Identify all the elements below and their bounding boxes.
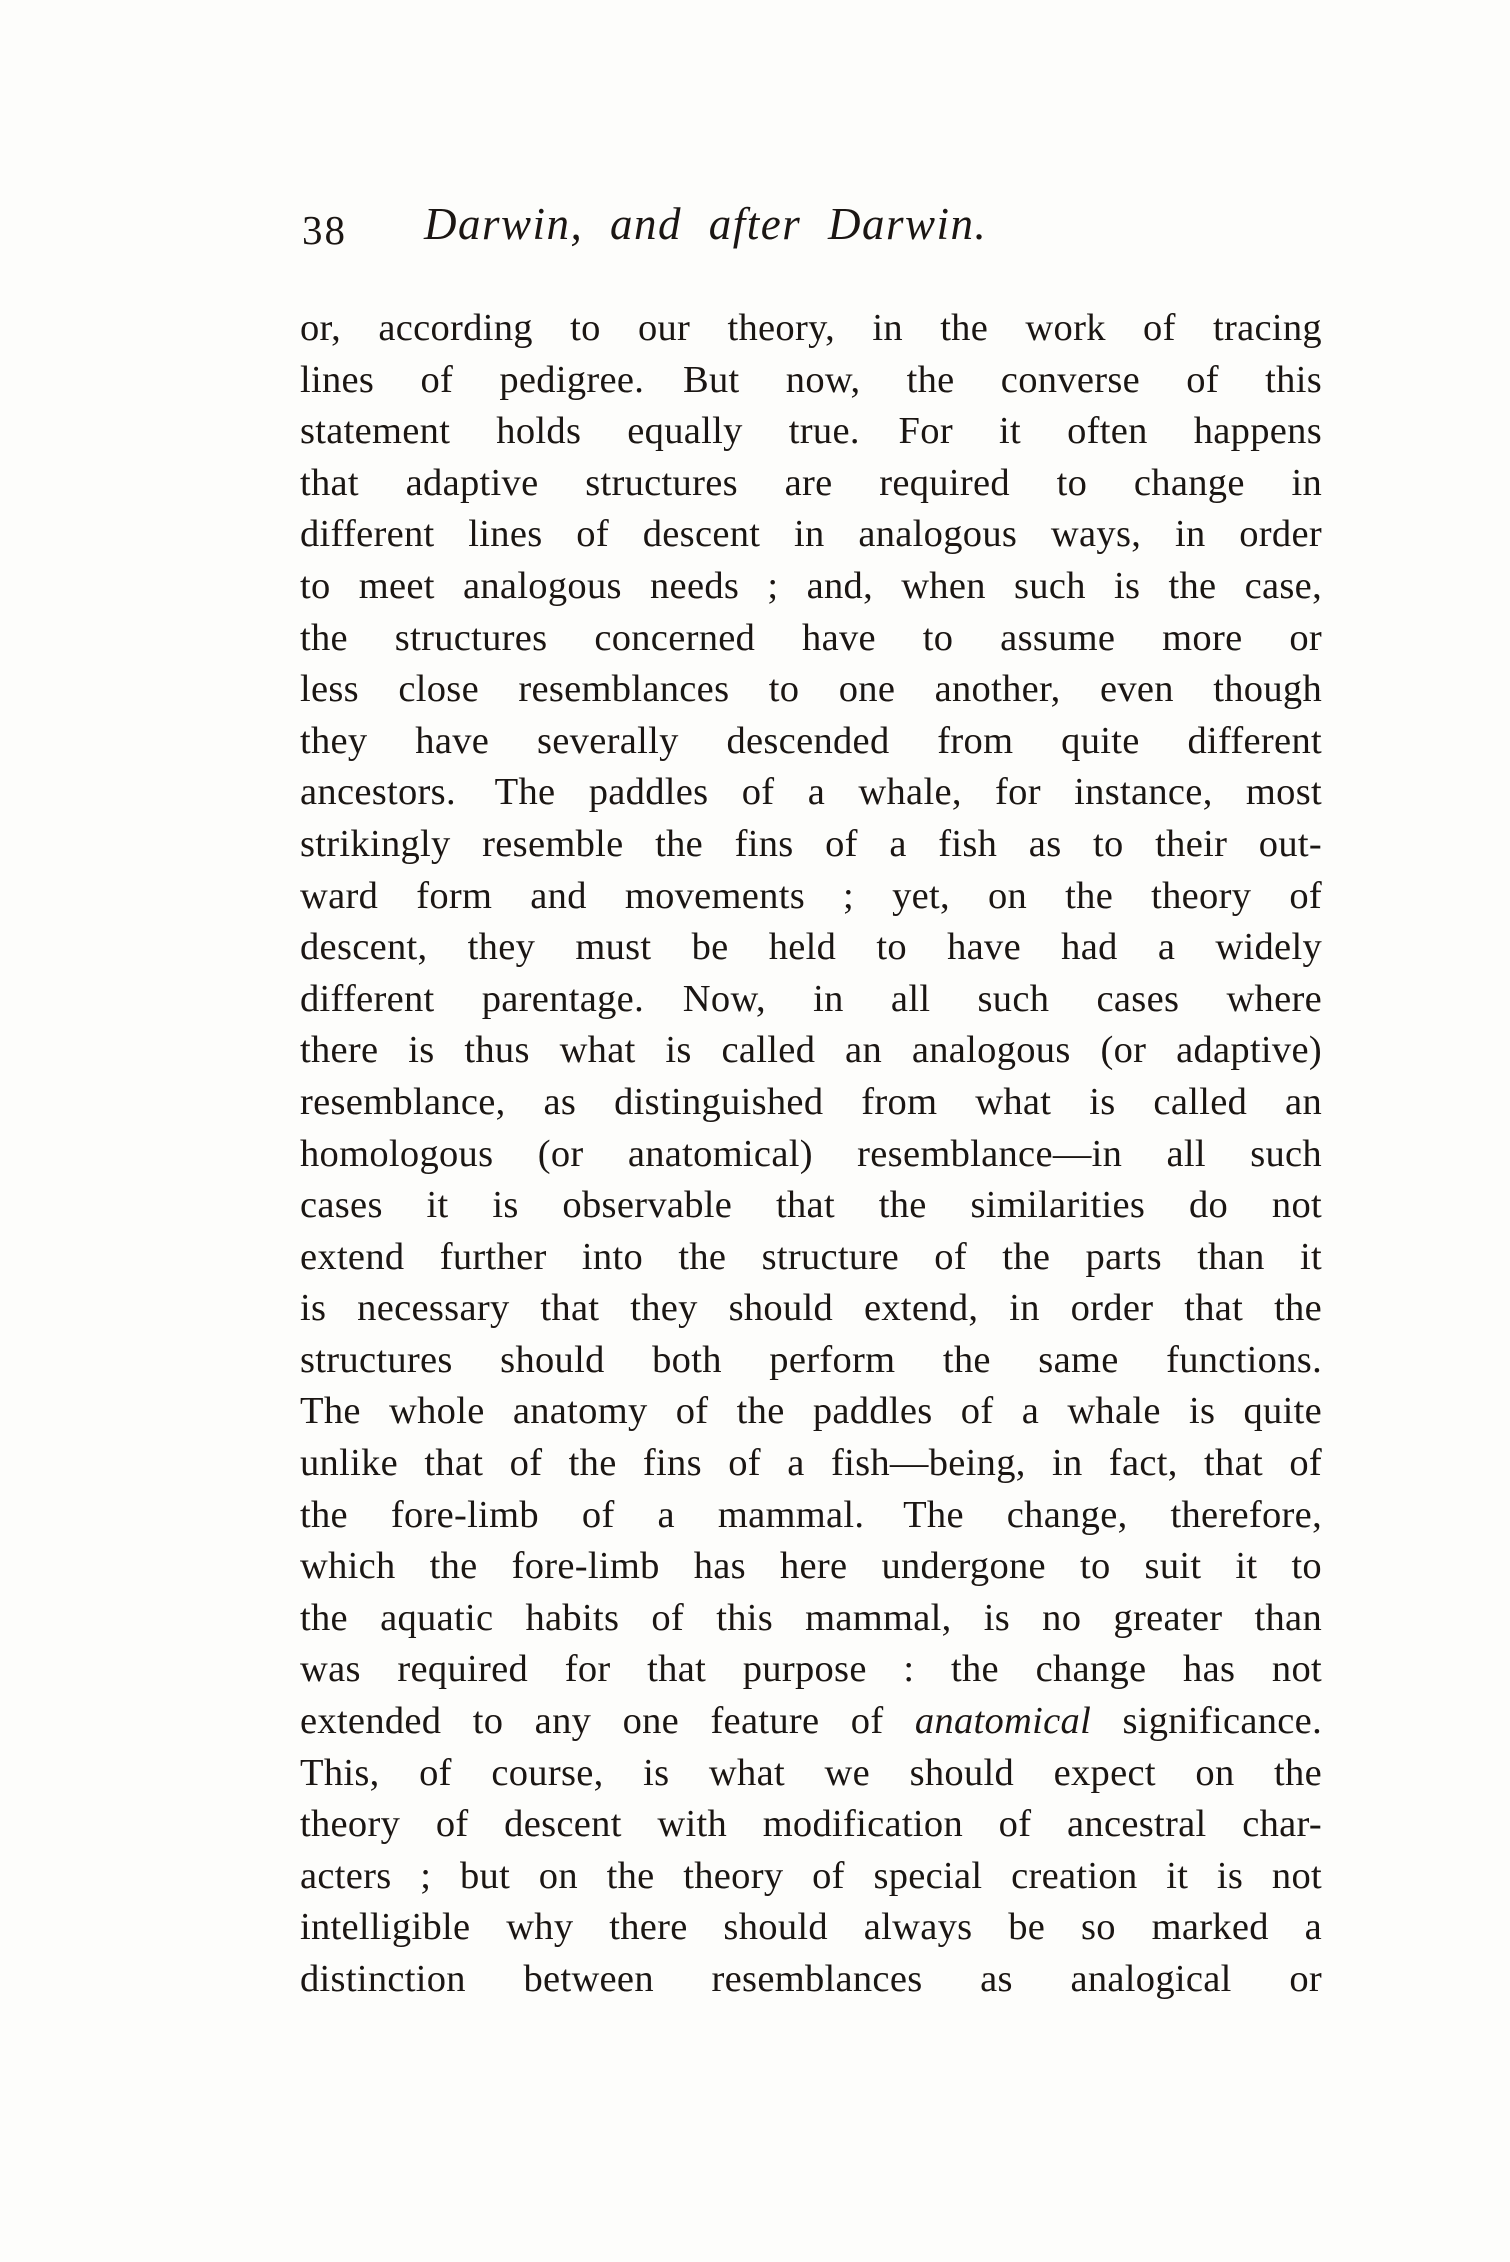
text-line: lines of pedigree. But now, the converse of this (300, 358, 1322, 401)
text-line: The whole anatomy of the paddles of a whale is quite (300, 1390, 1322, 1433)
text-line: extend further into the structure of the parts than it (300, 1235, 1322, 1278)
text-line: distinction between resemblances as analogical or (300, 1958, 1322, 2000)
text-line: homologous (or anatomical) resemblance—in all such (300, 1132, 1322, 1175)
text-line: there is thus what is called an analogous (or adaptive) (300, 1029, 1322, 1072)
text-line: ancestors. The paddles of a whale, for instance, most (300, 771, 1322, 814)
text-line: different parentage. Now, in all such cases where (300, 977, 1322, 1020)
text-line: extended to any one feature of anatomical significance. (300, 1700, 1322, 1743)
text-line: unlike that of the fins of a fish—being, in fact, that of (300, 1442, 1322, 1485)
running-head-title: Darwin, and after Darwin. (424, 199, 988, 249)
text-line: less close resemblances to one another, even though (300, 668, 1322, 711)
body-text (300, 303, 1322, 2006)
text-line: strikingly resemble the fins of a fish as to their out- (300, 822, 1322, 865)
text-line: descent, they must be held to have had a widely (300, 926, 1322, 969)
page-number: 38 (302, 207, 347, 253)
text-line: cases it is observable that the similarities do not (300, 1184, 1322, 1227)
text-line: they have severally descended from quite different (300, 719, 1322, 762)
text-line: the aquatic habits of this mammal, is no greater than (300, 1596, 1322, 1639)
text-line: theory of descent with modification of ancestral char- (300, 1803, 1322, 1846)
text-line: intelligible why there should always be so marked a (300, 1906, 1322, 1949)
text-line: that adaptive structures are required to change in (300, 461, 1322, 504)
text-line: or, according to our theory, in the work of tracing (300, 307, 1322, 349)
text-line: different lines of descent in analogous ways, in order (300, 513, 1322, 556)
text-line: acters ; but on the theory of special creation it is not (300, 1854, 1322, 1897)
text-line: the fore-limb of a mammal. The change, therefore, (300, 1493, 1322, 1536)
text-line: statement holds equally true. For it often happens (300, 410, 1322, 453)
text-line: which the fore-limb has here undergone to suit it to (300, 1545, 1322, 1588)
text-line: resemblance, as distinguished from what is called an (300, 1080, 1322, 1123)
text-line: This, of course, is what we should expect on the (300, 1751, 1322, 1794)
text-line: is necessary that they should extend, in order that the (300, 1287, 1322, 1330)
text-line: was required for that purpose : the change has not (300, 1648, 1322, 1691)
text-line: to meet analogous needs ; and, when such is the case, (300, 564, 1322, 607)
text-line: ward form and movements ; yet, on the theory of (300, 874, 1322, 917)
running-head (300, 198, 1322, 262)
text-line: structures should both perform the same functions. (300, 1338, 1322, 1381)
text-line: the structures concerned have to assume more or (300, 616, 1322, 659)
